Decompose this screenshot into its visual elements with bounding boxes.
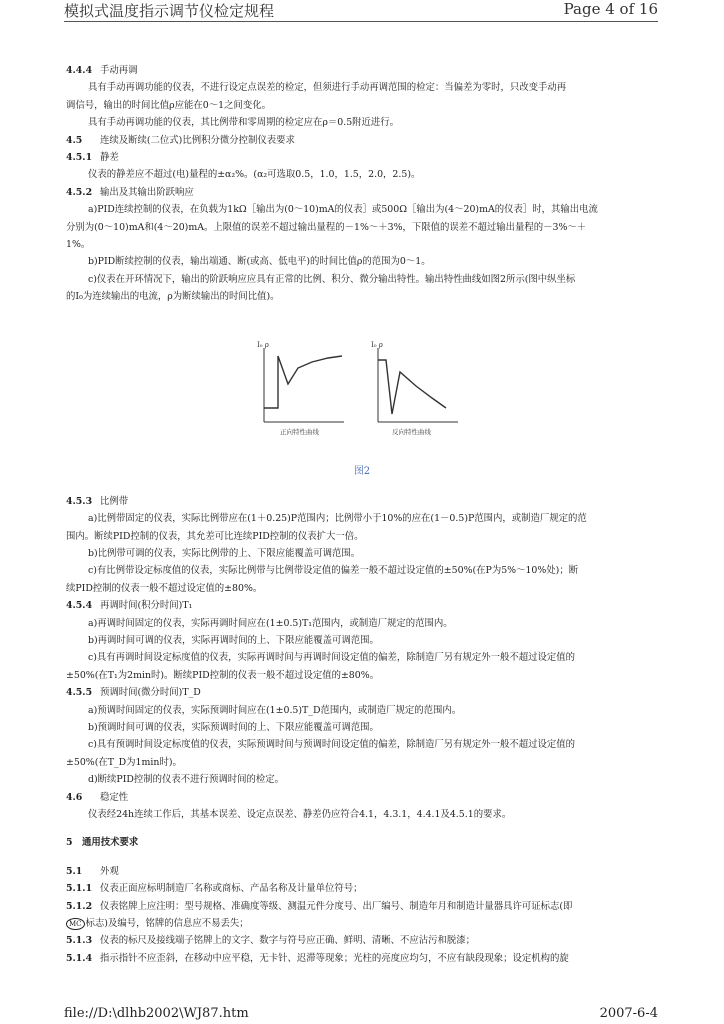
paragraph: 具有手动再调功能的仪表，不进行设定点误差的检定，但须进行手动再调范围的检定：当偏差为零时，只改变手动再 (88, 82, 567, 94)
reverse-curve-label: 反向特性曲线 (392, 428, 431, 436)
left-axis-label: I₀ ρ (257, 341, 269, 349)
paragraph: 1%。 (66, 239, 91, 251)
paragraph: ±50%(在T₁为2min时)。断续PID控制的仪表一般不超过设定值的±80%。 (66, 669, 380, 681)
forward-curve-graph (257, 341, 344, 436)
paragraph: a)再调时间固定的仪表，实际再调时间应在(1±0.5)T₁范围内，或制造厂规定的范围内。 (88, 617, 453, 629)
heading-4-5-3: 4.5.3 比例带 (66, 495, 129, 507)
paragraph: 的I₀为连续输出的电流，ρ为断续输出的时间比值)。 (66, 291, 280, 303)
paragraph: b)比例带可调的仪表，实际比例带的上、下限应能覆盖可调范围。 (88, 547, 361, 559)
file-path: file://D:\dlhb2002\WJ87.htm (64, 1006, 249, 1021)
heading-5-1: 5.1 外观 (66, 865, 119, 877)
header-divider (64, 21, 658, 22)
paragraph: b)PID断续控制的仪表，输出端通、断(或高、低电平)的时间比值ρ的范围为0～1。 (88, 256, 431, 268)
paragraph: a)比例带固定的仪表，实际比例带应在(1＋0.25)P范围内；比例带小于10%的应在(1－0.5)P范围内，或制造厂规定的范 (88, 513, 587, 525)
paragraph: 具有手动再调功能的仪表，其比例带和零周期的检定应在ρ＝0.5附近进行。 (88, 117, 400, 129)
page-footer (64, 1006, 658, 1024)
heading-4-5-5: 4.5.5 预调时间(微分时间)T_D (66, 687, 201, 699)
paragraph: 仪表的静差应不超过(电)量程的±α₂%。(α₂可选取0.5，1.0，1.5，2.0，2.5)。 (88, 169, 421, 181)
paragraph: b)再调时间可调的仪表，实际再调时间的上、下限应能覆盖可调范围。 (88, 634, 379, 646)
heading-4-5-1: 4.5.1 静差 (66, 152, 119, 164)
item-5-1-2: 5.1.2 仪表铭牌上应注明：型号规格、准确度等级、测温元件分度号、出厂编号、制造年月和制造计量器具许可证标志(即 (66, 900, 573, 912)
paragraph: c)仪表在开环情况下，输出的阶跃响应应具有正常的比例、积分、微分输出特性。输出特性曲线如图2所示(图中纵坐标 (88, 273, 576, 285)
mc-mark: MC (66, 918, 85, 930)
document-body (66, 62, 658, 967)
paragraph: c)具有再调时间设定标度值的仪表，实际再调时间与再调时间设定值的偏差，除制造厂另有规定外一般不超过设定值的 (88, 652, 576, 664)
paragraph: ±50%(在T_D为1min时)。 (66, 756, 182, 768)
paragraph: MC 标志)及编号，铭牌的信息应不易丢失； (66, 915, 658, 932)
heading-4-5: 4.5 连续及断续(二位式)比例积分微分控制仪表要求 (66, 134, 295, 146)
document-title: 模拟式温度指示调节仪检定规程 (64, 2, 275, 20)
heading-4-4-4: 4.4.4 手动再调 (66, 65, 138, 76)
paragraph: 围内。断续PID控制的仪表，其允差可比连续PID控制的仪表扩大一倍。 (66, 530, 364, 542)
figure-caption: 图2 (353, 466, 371, 477)
paragraph: 续PID控制的仪表一般不超过设定值的±80%。 (66, 582, 263, 594)
forward-curve-label: 正向特性曲线 (280, 428, 319, 436)
forward-curve-line (264, 356, 342, 408)
heading-4-5-4: 4.5.4 再调时间(积分时间)T₁ (66, 600, 193, 612)
page-header (0, 0, 724, 22)
item-5-1-4: 5.1.4 指示指针不应歪斜，在移动中应平稳，无卡针、迟滞等现象；光柱的亮度应均匀，不应有缺段现象；设定机构的旋 (66, 952, 569, 964)
heading-5: 5 通用技术要求 (66, 837, 139, 849)
item-5-1-1: 5.1.1 仪表正面应标明制造厂名称或商标、产品名称及计量单位符号； (66, 883, 363, 895)
item-5-1-3: 5.1.3 仪表的标尺及接线端子铭牌上的文字、数字与符号应正确、鲜明、清晰、不应沾污和脱漆； (66, 935, 476, 947)
paragraph: c)具有预调时间设定标度值的仪表，实际预调时间与预调时间设定值的偏差，除制造厂另有规定外一般不超过设定值的 (88, 739, 576, 751)
paragraph: a)预调时间固定的仪表，实际预调时间应在(1±0.5)T_D范围内，或制造厂规定的范围内。 (88, 704, 462, 716)
heading-4-6: 4.6 稳定性 (66, 791, 129, 803)
paragraph: b)预调时间可调的仪表，实际预调时间的上、下限应能覆盖可调范围。 (88, 721, 379, 733)
reverse-curve-line (378, 360, 446, 414)
right-axis-label: I₀ ρ (371, 341, 383, 349)
reverse-curve-graph (371, 341, 458, 436)
paragraph: a)PID连续控制的仪表，在负载为1kΩ［输出为(0～10)mA的仪表］或500Ω［输出为(4～20)mA的仪表］时，其输出电流 (88, 204, 598, 216)
paragraph: 仪表经24h连续工作后，其基本误差、设定点误差、静差仍应符合4.1，4.3.1，4.4.1及4.5.1的要求。 (88, 809, 512, 820)
paragraph: 调信号，输出的时间比值ρ应能在0～1之间变化。 (66, 99, 271, 111)
print-date: 2007-6-4 (599, 1006, 658, 1021)
heading-4-5-2: 4.5.2 输出及其输出阶跃响应 (66, 186, 194, 198)
paragraph: 分别为(0～10)mA和(4～20)mA。上限值的误差不超过输出量程的－1%～＋3%，下限值的误差不超过输出量程的－3%～＋ (66, 221, 587, 233)
paragraph: c)有比例带设定标度值的仪表，实际比例带与比例带设定值的偏差一般不超过设定值的±50%(在P为5%～10%处)；断 (88, 565, 579, 577)
page-number: Page 4 of 16 (563, 0, 658, 18)
figure-2 (66, 330, 658, 480)
characteristic-curves (66, 330, 658, 460)
paragraph: d)断续PID控制的仪表不进行预调时间的检定。 (88, 774, 284, 786)
